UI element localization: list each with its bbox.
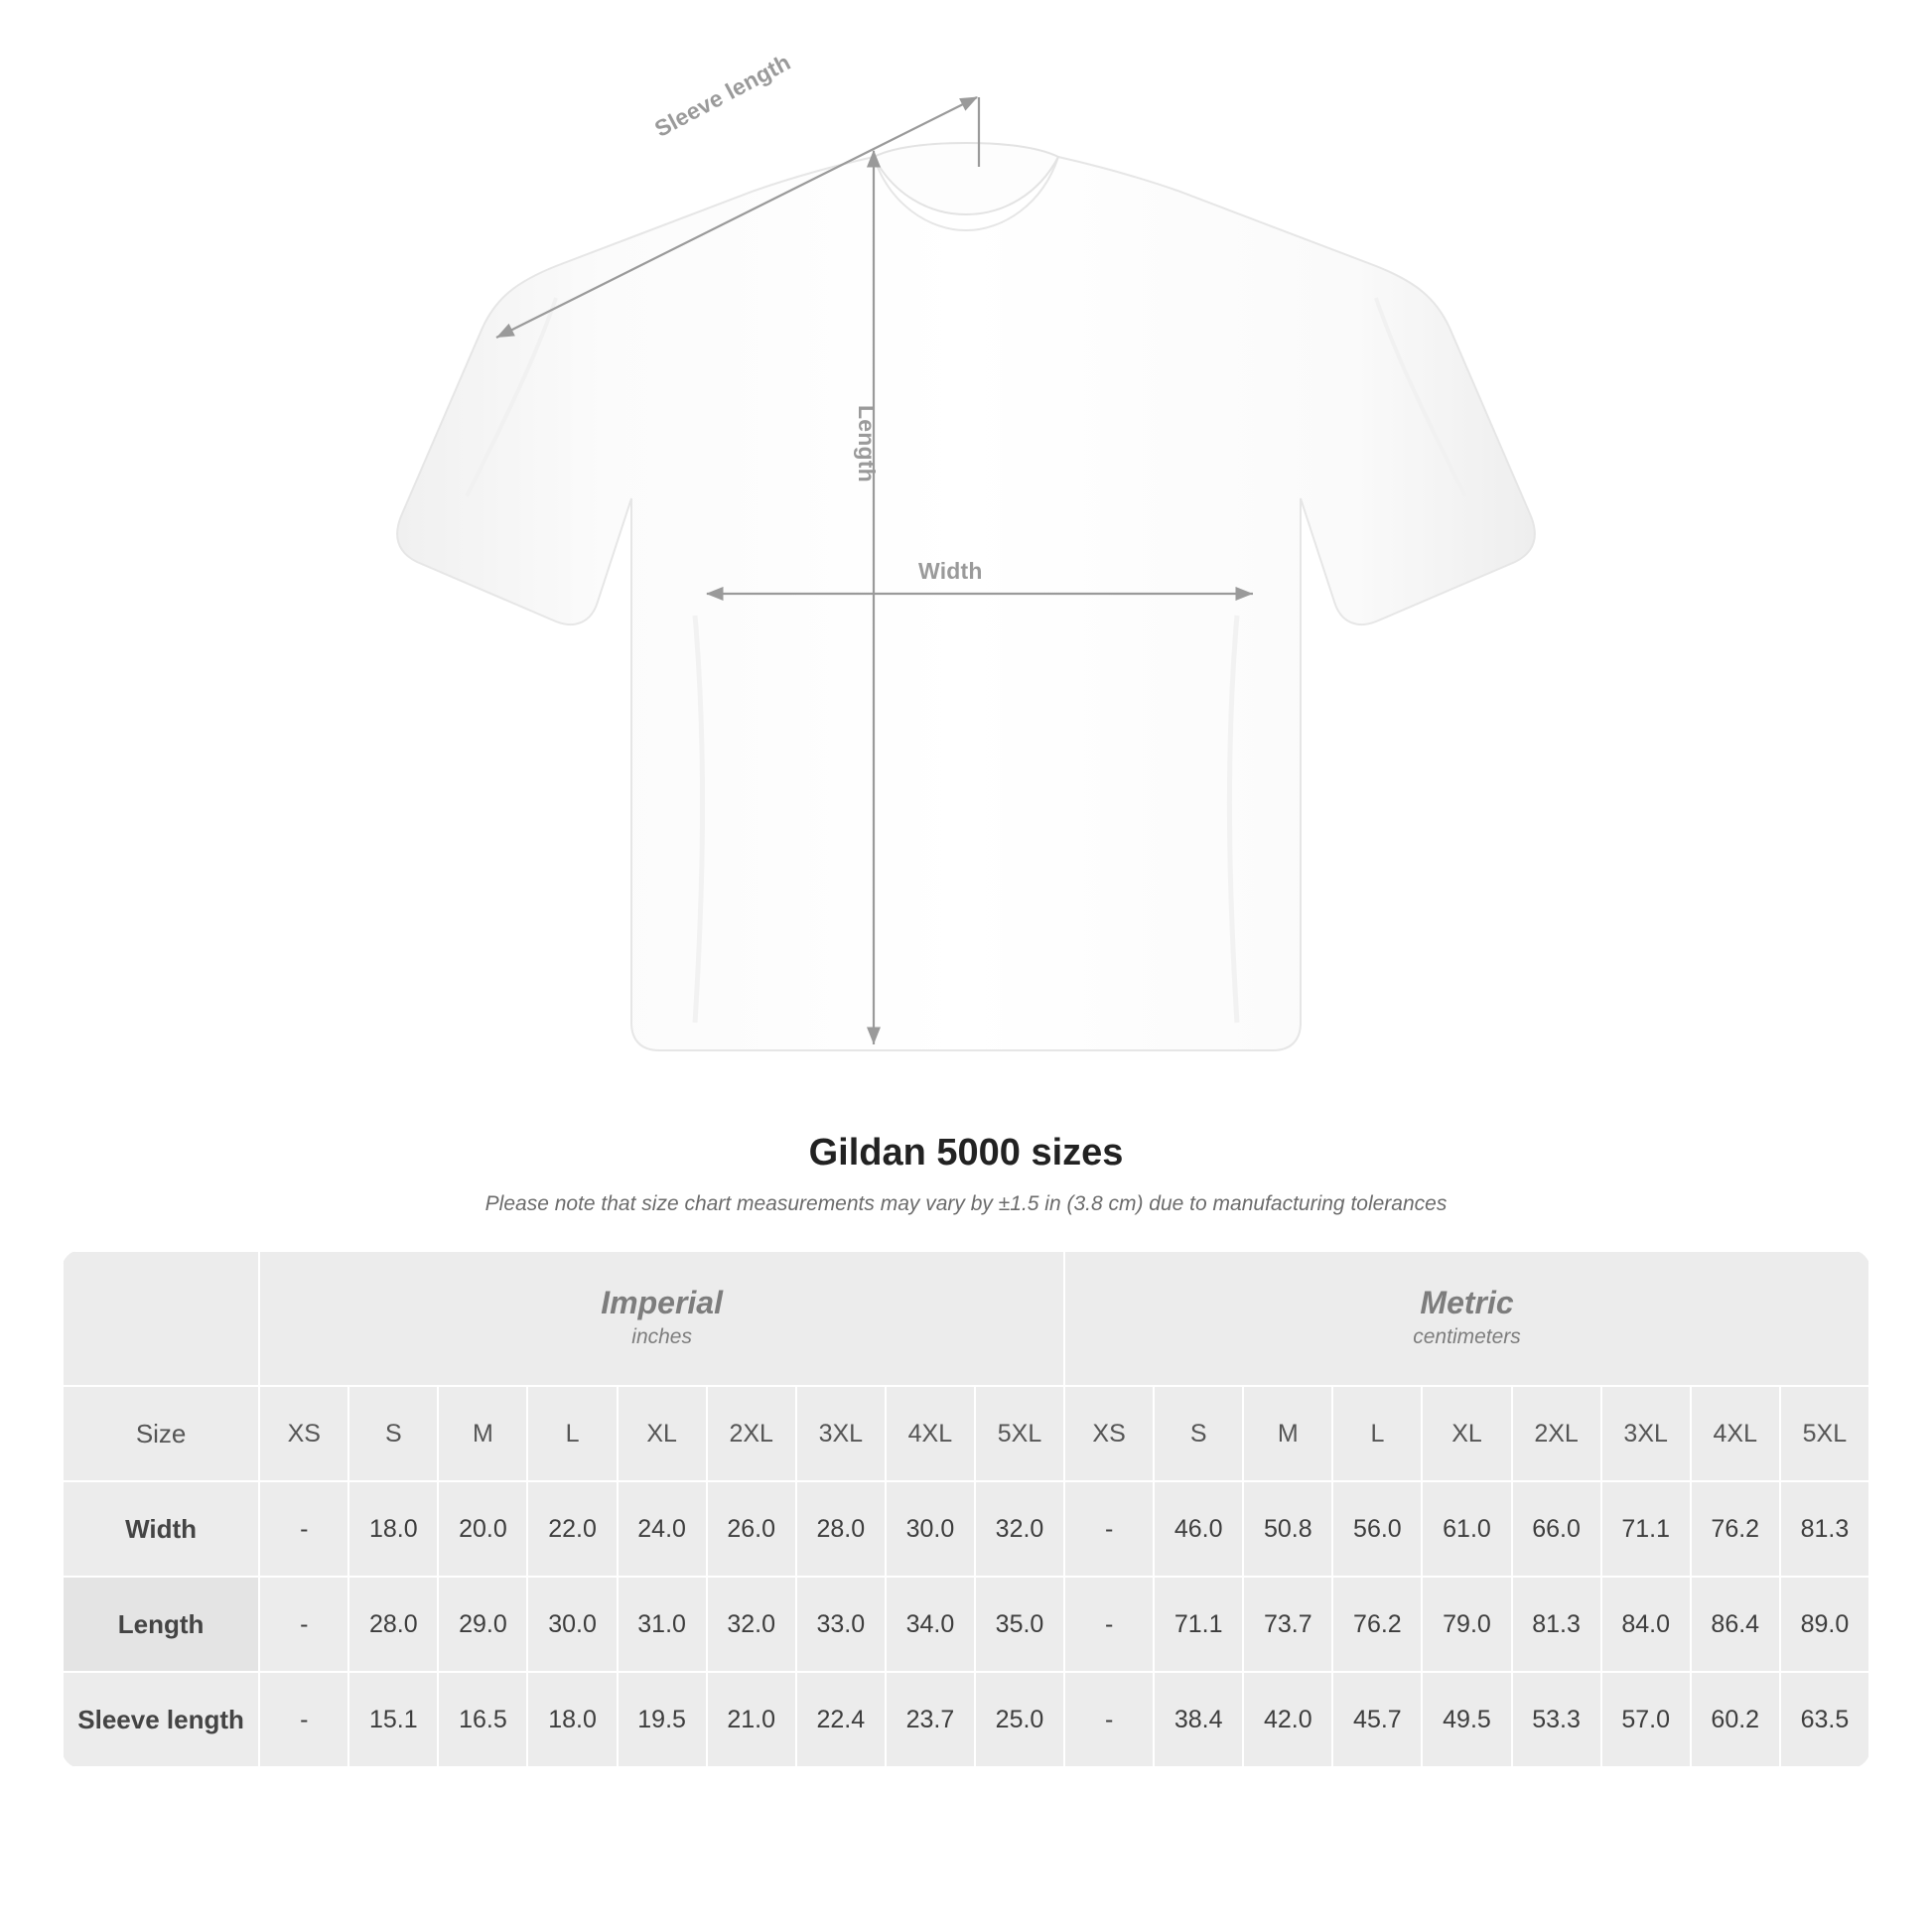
size-header-5xl: 5XL [975,1386,1064,1481]
cell-length-metric-xl: 79.0 [1422,1577,1511,1672]
cell-sleeve-length-imperial-xs: - [259,1672,348,1767]
size-header-m: M [438,1386,527,1481]
cell-width-metric-3xl: 71.1 [1601,1481,1691,1577]
cell-sleeve-length-imperial-s: 15.1 [348,1672,438,1767]
unit-group-unit: inches [631,1324,692,1348]
cell-width-imperial-m: 20.0 [438,1481,527,1577]
table-row [63,1577,1869,1672]
cell-sleeve-length-imperial-xl: 19.5 [618,1672,707,1767]
cell-length-imperial-l: 30.0 [527,1577,617,1672]
cell-length-metric-3xl: 84.0 [1601,1577,1691,1672]
size-header-3xl: 3XL [1601,1386,1691,1481]
size-header-2xl: 2XL [1512,1386,1601,1481]
size-header-s: S [1154,1386,1243,1481]
cell-length-imperial-s: 28.0 [348,1577,438,1672]
unit-header-row [63,1251,1869,1386]
cell-length-metric-xs: - [1064,1577,1154,1672]
cell-sleeve-length-imperial-2xl: 21.0 [707,1672,796,1767]
cell-width-imperial-3xl: 28.0 [796,1481,886,1577]
cell-sleeve-length-metric-3xl: 57.0 [1601,1672,1691,1767]
table-row [63,1481,1869,1577]
size-header-xs: XS [1064,1386,1154,1481]
cell-length-imperial-m: 29.0 [438,1577,527,1672]
cell-sleeve-length-imperial-m: 16.5 [438,1672,527,1767]
cell-width-imperial-xl: 24.0 [618,1481,707,1577]
cell-width-metric-2xl: 66.0 [1512,1481,1601,1577]
cell-width-metric-xl: 61.0 [1422,1481,1511,1577]
cell-sleeve-length-imperial-l: 18.0 [527,1672,617,1767]
cell-width-imperial-4xl: 30.0 [886,1481,975,1577]
size-header-m: M [1243,1386,1332,1481]
size-header-xl: XL [618,1386,707,1481]
sleeve-length-label: Sleeve length [650,49,795,142]
tolerance-note: Please note that size chart measurements may vary by ±1.5 in (3.8 cm) due to manufacturing tolerances [484,1192,1448,1215]
row-label-length: Length [63,1577,259,1672]
cell-length-imperial-3xl: 33.0 [796,1577,886,1672]
cell-sleeve-length-metric-xs: - [1064,1672,1154,1767]
unit-group-imperial [259,1251,1064,1386]
size-header-row [63,1386,1869,1481]
cell-width-imperial-2xl: 26.0 [707,1481,796,1577]
row-label-sleeve-length: Sleeve length [63,1672,259,1767]
cell-sleeve-length-metric-l: 45.7 [1332,1672,1422,1767]
cell-length-metric-2xl: 81.3 [1512,1577,1601,1672]
cell-sleeve-length-metric-5xl: 63.5 [1780,1672,1869,1767]
cell-length-metric-l: 76.2 [1332,1577,1422,1672]
cell-sleeve-length-metric-s: 38.4 [1154,1672,1243,1767]
cell-length-imperial-4xl: 34.0 [886,1577,975,1672]
cell-sleeve-length-metric-xl: 49.5 [1422,1672,1511,1767]
size-header-xl: XL [1422,1386,1511,1481]
unit-group-unit: centimeters [1413,1324,1521,1348]
width-label: Width [918,558,983,584]
cell-width-metric-s: 46.0 [1154,1481,1243,1577]
cell-length-imperial-5xl: 35.0 [975,1577,1064,1672]
cell-width-metric-l: 56.0 [1332,1481,1422,1577]
length-label: Length [854,405,880,483]
title-block [0,1132,1932,1216]
size-header-2xl: 2XL [707,1386,796,1481]
cell-width-metric-m: 50.8 [1243,1481,1332,1577]
cell-length-imperial-2xl: 32.0 [707,1577,796,1672]
page-title: Gildan 5000 sizes [808,1132,1124,1173]
cell-length-metric-m: 73.7 [1243,1577,1332,1672]
unit-header-spacer [63,1251,259,1386]
row-label-width: Width [63,1481,259,1577]
cell-length-imperial-xs: - [259,1577,348,1672]
unit-group-name: Imperial [601,1284,723,1320]
cell-width-metric-4xl: 76.2 [1691,1481,1780,1577]
size-header-5xl: 5XL [1780,1386,1869,1481]
cell-length-metric-4xl: 86.4 [1691,1577,1780,1672]
unit-group-metric [1064,1251,1869,1386]
size-header-s: S [348,1386,438,1481]
cell-sleeve-length-metric-2xl: 53.3 [1512,1672,1601,1767]
size-header-4xl: 4XL [886,1386,975,1481]
cell-sleeve-length-imperial-4xl: 23.7 [886,1672,975,1767]
size-header-l: L [1332,1386,1422,1481]
cell-width-imperial-s: 18.0 [348,1481,438,1577]
size-table [62,1250,1870,1768]
unit-group-name: Metric [1420,1284,1514,1320]
size-header-4xl: 4XL [1691,1386,1780,1481]
cell-sleeve-length-imperial-5xl: 25.0 [975,1672,1064,1767]
cell-width-metric-5xl: 81.3 [1780,1481,1869,1577]
cell-width-imperial-xs: - [259,1481,348,1577]
size-header-3xl: 3XL [796,1386,886,1481]
cell-sleeve-length-metric-4xl: 60.2 [1691,1672,1780,1767]
cell-length-imperial-xl: 31.0 [618,1577,707,1672]
cell-width-metric-xs: - [1064,1481,1154,1577]
table-row [63,1672,1869,1767]
cell-width-imperial-5xl: 32.0 [975,1481,1064,1577]
cell-sleeve-length-metric-m: 42.0 [1243,1672,1332,1767]
cell-width-imperial-l: 22.0 [527,1481,617,1577]
tshirt-shape [397,143,1535,1050]
cell-length-metric-5xl: 89.0 [1780,1577,1869,1672]
size-table-wrapper [62,1250,1870,1768]
cell-sleeve-length-imperial-3xl: 22.4 [796,1672,886,1767]
size-label-cell: Size [63,1386,259,1481]
size-header-l: L [527,1386,617,1481]
size-header-xs: XS [259,1386,348,1481]
cell-length-metric-s: 71.1 [1154,1577,1243,1672]
